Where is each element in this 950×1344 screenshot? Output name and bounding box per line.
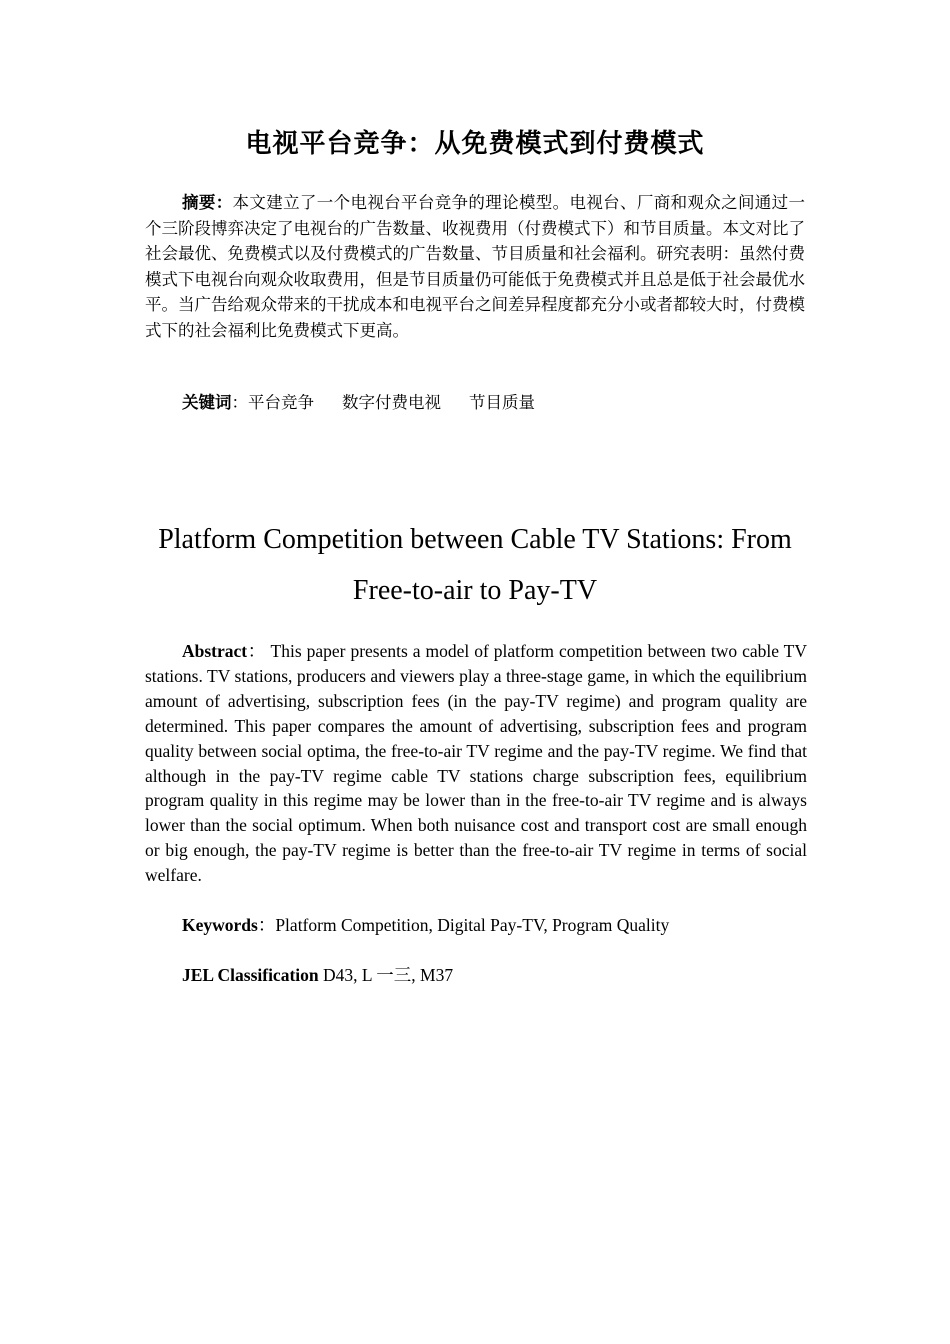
chinese-keyword-2: 数字付费电视 — [342, 393, 441, 412]
jel-classification — [182, 962, 802, 988]
english-keywords-label: Keywords — [182, 915, 258, 935]
chinese-keywords — [182, 390, 802, 416]
english-title-line-1: Platform Competition between Cable TV Stations: From — [158, 524, 792, 555]
chinese-keywords-label: 关键词 — [182, 393, 232, 412]
chinese-abstract-text: 本文建立了一个电视台平台竞争的理论模型。电视台、厂商和观众之间通过一个三阶段博弈决定了电视台的广告数量、收视费用（付费模式下）和节目质量。本文对比了社会最优、免费模式以及付费模式的广告数量、节目质量和社会福利。研究表明：虽然付费模式下电视台向观众收取费用，但是节目质量仍可能低于免费模式并且总是低于社会最优水平。当广告给观众带来的干扰成本和电视平台之间差异程度都充分小或者都较大时，付费模式下的社会福利比免费模式下更高。 — [145, 193, 806, 340]
english-title-line-2: Free-to-air to Pay-TV — [352, 575, 598, 606]
english-abstract — [145, 639, 807, 888]
english-abstract-label: Abstract — [182, 641, 248, 661]
chinese-keywords-separator: ： — [231, 393, 248, 412]
english-keywords-separator: ： — [257, 915, 276, 935]
chinese-title: 电视平台竞争：从免费模式到付费模式 — [245, 129, 705, 159]
english-keywords — [182, 912, 802, 938]
english-title — [135, 514, 815, 616]
english-abstract-separator: ： — [247, 641, 266, 661]
chinese-abstract — [145, 190, 805, 344]
chinese-keyword-3: 节目质量 — [469, 393, 535, 412]
english-abstract-text: This paper presents a model of platform competition between two cable TV stations. TV stations, producers and viewers play a three-stage game, in which the equilibrium amount of advertising, subscription fees (in the pay-TV regime) and program quality are determined. This paper compares the amount of advertising, subscription fees and program quality between social optima, the free-to-air TV regime and the pay-TV regime. We find that although in the pay-TV regime cable TV stations charge subscription fees, equilibrium program quality in this regime may be lower than in the free-to-air TV regime and is always lower than the social optimum. When both nuisance cost and transport cost are small enough or big enough, the pay-TV regime is better than the free-to-air TV regime in terms of social welfare. — [145, 641, 808, 886]
english-keywords-text: Platform Competition, Digital Pay-TV, Program Quality — [275, 915, 670, 935]
chinese-abstract-label: 摘要： — [182, 193, 233, 212]
chinese-keyword-1: 平台竞争 — [248, 393, 314, 412]
jel-label: JEL Classification — [182, 965, 319, 985]
jel-codes: D43, L 一三, M37 — [323, 965, 454, 985]
